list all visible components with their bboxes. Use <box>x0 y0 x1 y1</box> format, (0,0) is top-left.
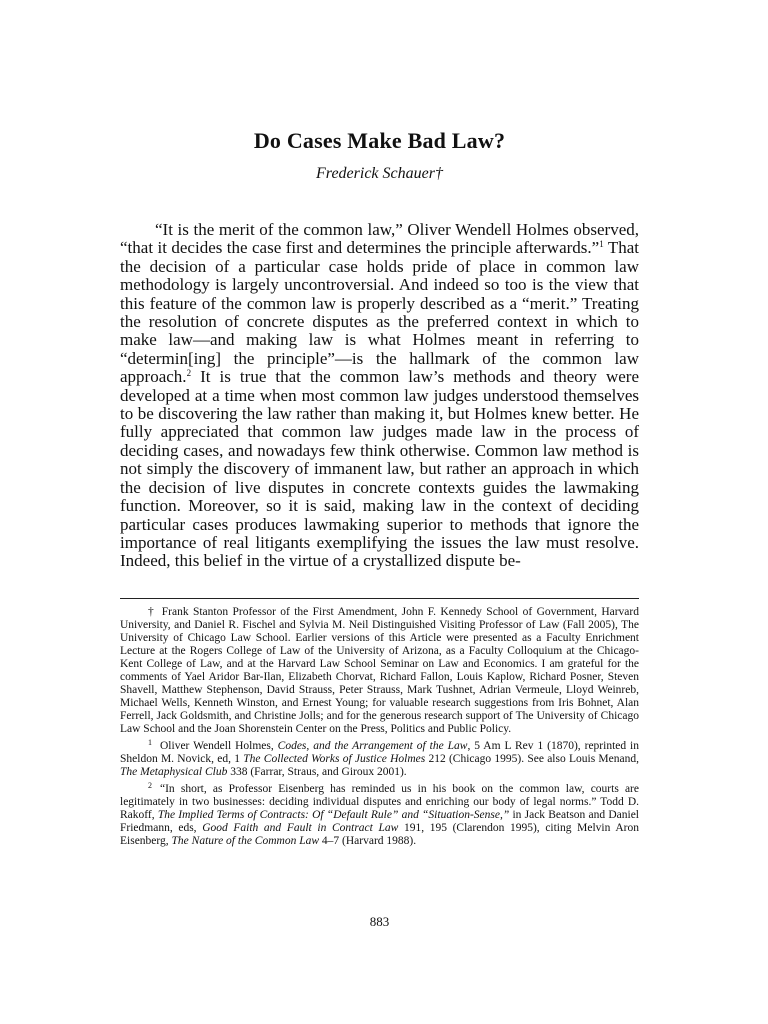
footnote-2-text: 4–7 (Harvard 1988). <box>319 835 417 847</box>
footnote-1-text: , 5 Am L Rev 1 (1870), reprinted in Sheldon M. Novick, ed, 1 <box>120 740 639 765</box>
footnote-2-citation-title: Good Faith and Fault in Contract Law <box>202 822 399 834</box>
footnote-2-text: “In short, as Professor Eisenberg has reminded us in his book on the common law, courts are legitimately in two businesses: deciding individual disputes and enriching our body of legal norms.” Todd D. Rakoff, <box>120 783 639 821</box>
author-footnote-mark: † <box>434 165 443 182</box>
author-line <box>120 165 639 183</box>
footnote-2-citation-title: The Nature of the Common Law <box>171 835 320 847</box>
footnote-2-number: 2 <box>148 781 152 790</box>
footnote-2-citation-title: The Implied Terms of Contracts: Of “Default Rule” and “Situation-Sense,” <box>157 809 510 821</box>
footnote-1-citation-title: Codes, and the Arrangement of the Law <box>277 740 468 752</box>
footnote-2 <box>120 779 639 848</box>
footnote-1-text: Oliver Wendell Holmes, <box>160 740 278 752</box>
footnote-2-text: in Jack Beatson and Daniel Friedmann, eds, <box>120 809 639 834</box>
body-paragraph <box>120 221 639 571</box>
body-sentence-1: “It is the merit of the common law,” Oliver Wendell Holmes observed, “that it decides the case first and determines the principle afterwards.” <box>120 220 639 258</box>
body-text <box>120 221 639 571</box>
footnote-ref-2: 2 <box>186 368 192 379</box>
footnote-1-text: 212 (Chicago 1995). See also Louis Menand, <box>425 753 639 765</box>
footnote-1-citation-title: The Collected Works of Justice Holmes <box>243 753 426 765</box>
page-number: 883 <box>369 914 390 929</box>
footnote-1 <box>120 736 639 779</box>
footnote-dagger <box>120 606 639 736</box>
footnote-1-number: 1 <box>148 738 152 747</box>
footnotes <box>120 606 639 848</box>
article-title: Do Cases Make Bad Law? <box>253 128 506 153</box>
body-sentence-3: It is true that the common law’s methods and theory were developed at a time when most common law judges understood themselves to be discovering the law rather than making it, but Holmes knew better. He fully appreciated that common law judges made law in the process of deciding cases, and nowadays few think otherwise. Common law method is not simply the discovery of immanent law, but rather an approach in which the decision of live disputes in concrete contexts guides the lawmaking function. Moreover, so it is said, making law in the context of deciding particular cases produces lawmaking superior to methods that ignore the importance of real litigants exemplifying the issues the law must resolve. Indeed, this belief in the virtue of a crystallized dispute be- <box>120 367 639 571</box>
footnote-dagger-mark: † <box>148 606 154 618</box>
footnote-1-text: 338 (Farrar, Straus, and Giroux 2001). <box>227 766 407 778</box>
body-sentence-2: That the decision of a particular case holds pride of place in common law methodology is largely uncontroversial. And indeed so too is the view that this feature of the common law is properly described as a “merit.” Treating the resolution of concrete disputes as the preferred context in which to make law—and making law is what Holmes meant in referring to “determin[ing] the principle”—is the hallmark of the common law approach. <box>120 238 639 387</box>
author-name: Frederick Schauer <box>316 165 435 182</box>
footnote-1-citation-title: The Metaphysical Club <box>120 766 228 778</box>
article-page <box>120 0 639 1024</box>
footnote-ref-1: 1 <box>599 239 604 250</box>
footnote-2-text: 191, 195 (Clarendon 1995), citing Melvin Aron Eisenberg, <box>120 822 639 847</box>
footnote-divider <box>120 598 639 599</box>
footnote-dagger-text: Frank Stanton Professor of the First Amendment, John F. Kennedy School of Government, Harvard University, and Daniel R. Fischel and Sylvia M. Neil Distinguished Visiting Professor of Law (Fall 2005), The University of Chicago Law School. Earlier versions of this Article were presented as a Faculty Enrichment Lecture at the Rogers College of Law of the University of Arizona, as a Faculty Colloquium at the Chicago-Kent College of Law, and at the Harvard Law School Seminar on Law and Economics. I am grateful for the comments of Yael Aridor Bar-Ilan, Elizabeth Chorvat, Richard Fallon, Louis Kaplow, Richard Posner, Steven Shavell, Matthew Stephenson, David Strauss, Peter Strauss, Mark Tushnet, Adrian Vermeule, Lloyd Weinreb, Michael Wells, Kenneth Winston, and Ernest Young; for valuable research suggestions from Iris Bohnet, Alan Ferrell, Jack Goldsmith, and Christine Jolls; and for the generous research support of The University of Chicago Law School and the Joan Shorenstein Center on the Press, Politics and Public Policy. <box>120 606 639 735</box>
